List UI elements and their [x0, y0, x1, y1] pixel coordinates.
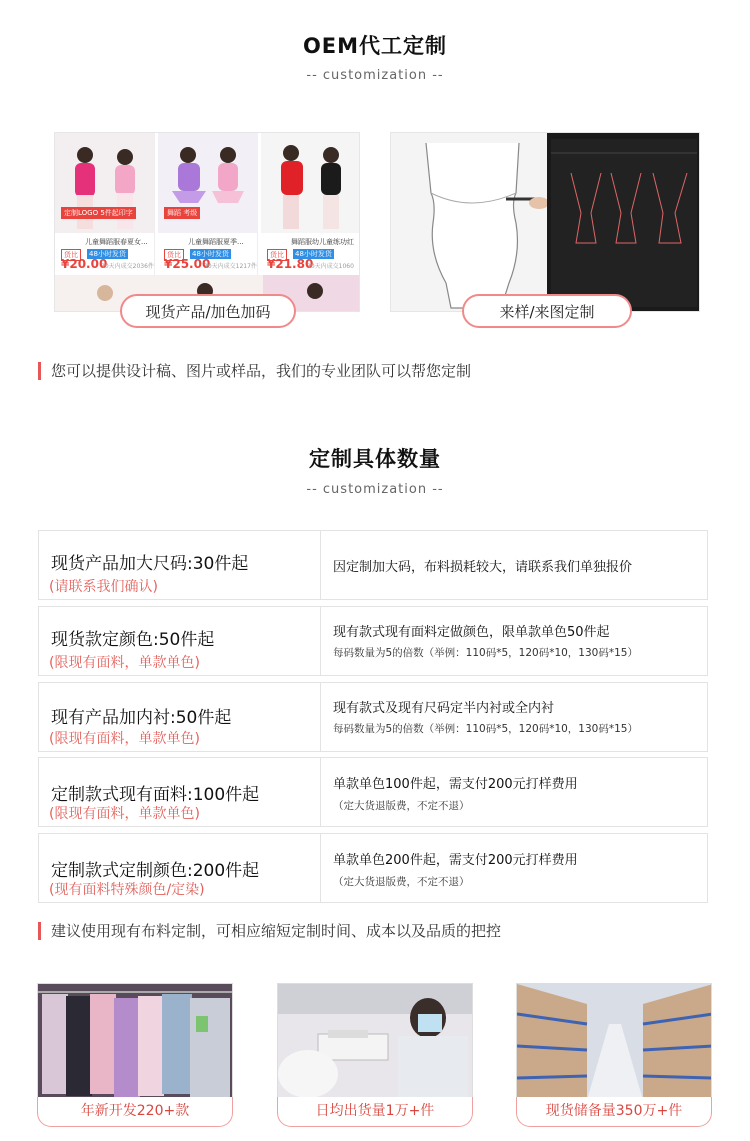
section-title-quantity: 定制具体数量	[309, 447, 441, 471]
section-title-oem: OEM代工定制	[302, 34, 448, 58]
row-detail-note: （定大货退版费，不定不退）	[333, 876, 470, 888]
row-sub-text: (限现有面料，单款单色)	[49, 731, 200, 747]
fabric-advice-note: 建议使用现有布料定制，可相应缩短定制时间、成本以及品质的把控	[38, 922, 501, 940]
product-badge: 货比	[61, 249, 81, 261]
row-main-text: 现货款定颜色:50件起	[51, 630, 215, 650]
product-price: ¥20.00	[61, 257, 108, 271]
row-detail-note: （定大货退版费，不定不退）	[333, 800, 470, 812]
product-desc: 儿童舞蹈服夏季...	[188, 238, 244, 246]
product-sold: 30天内成交1217件	[204, 263, 257, 270]
product-desc: 儿童舞蹈服春夏女...	[85, 238, 148, 246]
row-detail-note: 每码数量为5的倍数（举例：110码*5，120码*10，130码*15）	[333, 647, 638, 659]
product-sold: 30天内成交2036件	[101, 263, 154, 270]
customization-note: 您可以提供设计稿、图片或样品，我们的专业团队可以帮您定制	[38, 362, 471, 380]
section-subtitle: -- customization --	[306, 68, 444, 83]
product-tag: 定制LOGO 5件起印字	[61, 207, 136, 219]
product-photo	[261, 133, 360, 233]
product-price: ¥21.80	[267, 257, 314, 271]
quantity-row	[38, 682, 708, 752]
shipping-badge: 48小时发货	[192, 250, 229, 258]
row-detail-text: 单款单色200件起，需支付200元打样费用	[333, 853, 578, 868]
quantity-row	[38, 757, 708, 827]
quantity-row	[38, 833, 708, 903]
product-badge: 货比	[164, 249, 184, 261]
row-detail-text: 因定制加大码，布料损耗较大，请联系我们单独报价	[333, 560, 633, 575]
row-main-text: 定制款式现有面料:100件起	[51, 785, 260, 805]
clothing-rack-photo	[37, 983, 233, 1099]
row-sub-text: (现有面料特殊颜色/定染)	[49, 882, 205, 898]
section-subtitle: -- customization --	[306, 482, 444, 497]
quantity-row	[38, 530, 708, 600]
row-main-text: 定制款式定制颜色:200件起	[51, 861, 260, 881]
quantity-row	[38, 606, 708, 676]
product-price: ¥25.00	[164, 257, 211, 271]
stock-reserve-card	[516, 983, 712, 1127]
row-sub-text: (限现有面料，单款单色)	[49, 806, 200, 822]
sewing-workshop-photo	[277, 983, 473, 1099]
row-detail-text: 单款单色100件起，需支付200元打样费用	[333, 777, 578, 792]
new-styles-card	[37, 983, 233, 1127]
product-desc: 舞蹈服幼儿童练功红	[291, 238, 354, 246]
shipping-badge: 48小时发货	[295, 250, 332, 258]
stock-products-pill: 现货产品/加色加码	[120, 294, 296, 328]
product-badge: 货比	[267, 249, 287, 261]
row-main-text: 现有产品加内衬:50件起	[51, 708, 232, 728]
row-detail-text: 现有款式及现有尺码定半内衬或全内衬	[333, 701, 555, 716]
warehouse-photo	[516, 983, 712, 1099]
custom-design-pill: 来样/来图定制	[462, 294, 632, 328]
shipping-badge: 48小时发货	[89, 250, 126, 258]
row-sub-text: (请联系我们确认)	[49, 579, 158, 595]
custom-design-image	[390, 132, 700, 312]
row-detail-text: 现有款式现有面料定做颜色，限单款单色50件起	[333, 625, 610, 640]
product-tag: 舞蹈 考级	[164, 207, 200, 219]
row-detail-note: 每码数量为5的倍数（举例：110码*5，120码*10，130码*15）	[333, 723, 638, 735]
product-sold: 30天内成交1060	[307, 263, 354, 270]
daily-shipping-caption: 日均出货量1万+件	[277, 1097, 473, 1127]
new-styles-caption: 年新开发220+款	[37, 1097, 233, 1127]
stock-products-image	[54, 132, 360, 312]
row-sub-text: (限现有面料，单款单色)	[49, 655, 200, 671]
daily-shipping-card	[277, 983, 473, 1127]
design-sketch-illustration	[391, 133, 700, 312]
row-main-text: 现货产品加大尺码:30件起	[51, 554, 249, 574]
stock-reserve-caption: 现货储备量350万+件	[516, 1097, 712, 1127]
